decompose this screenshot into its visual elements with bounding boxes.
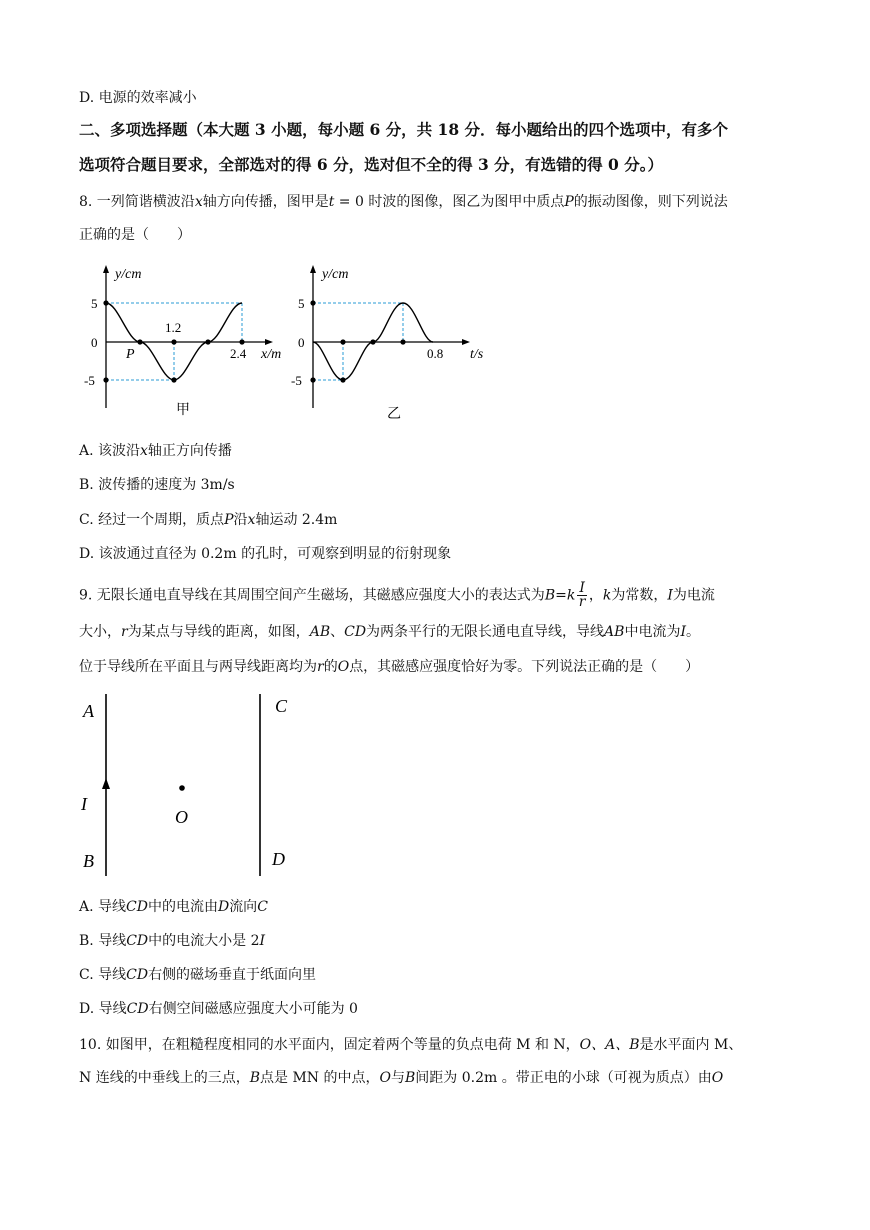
wave-point-end bbox=[239, 339, 244, 344]
wave-point-bottom bbox=[103, 377, 108, 382]
wave-point-node bbox=[205, 339, 210, 344]
wave-caption: 甲 bbox=[176, 403, 190, 418]
wave-graph-figure bbox=[78, 262, 298, 424]
label-i: I bbox=[81, 794, 87, 814]
wave-xlabel: x/m bbox=[261, 347, 282, 362]
wave-y-arrow bbox=[103, 265, 109, 273]
fraction-i-over-r: $\frac{I}{r}$ bbox=[578, 580, 586, 610]
q9-option-a: A. 导线CD中的电流由D流向C bbox=[79, 899, 268, 915]
vib-point-3 bbox=[400, 339, 405, 344]
wave-y-bottom-label: -5 bbox=[84, 373, 95, 388]
wave-ylabel: y/cm bbox=[115, 267, 142, 282]
q9-option-c: C. 导线CD右侧的磁场垂直于纸面向里 bbox=[79, 967, 317, 983]
vib-tick-end: 0.8 bbox=[427, 346, 444, 361]
section-heading-line2: 选项符合题目要求，全部选对的得 6 分，选对但不全的得 3 分，有选错的得 0 分。） bbox=[79, 155, 663, 174]
q9-option-d: D. 导线CD右侧空间磁感应强度大小可能为 0 bbox=[79, 1001, 358, 1017]
q10-stem-line2: N 连线的中垂线上的三点，B点是 MN 的中点，O与B间距为 0.2m 。带正电的小球（可视为质点）由O bbox=[79, 1070, 724, 1086]
q8-stem-line2: 正确的是（ ） bbox=[79, 227, 191, 243]
label-b: B bbox=[83, 851, 94, 871]
q8-option-d: D. 该波通过直径为 0.2m 的孔时，可观察到明显的衍射现象 bbox=[79, 546, 452, 562]
q9-stem-line1: 9. 无限长通电直导线在其周围空间产生磁场，其磁感应强度大小的表达式为B=k $\frac{I}{r}$ ，k为常数，I为电流 bbox=[79, 580, 715, 610]
wave-tick-mid: 1.2 bbox=[165, 320, 182, 335]
q8-option-b: B. 波传播的速度为 3m/s bbox=[79, 477, 235, 493]
q7-option-d: D. 电源的效率减小 bbox=[79, 90, 197, 106]
wave-x-arrow bbox=[265, 339, 273, 345]
q8-stem-line1: 8. 一列简谐横波沿x轴方向传播，图甲是t = 0 时波的图像，图乙为图甲中质点P的振动图像，则下列说法 bbox=[79, 194, 728, 210]
current-arrow bbox=[102, 778, 110, 789]
vib-point-1 bbox=[340, 339, 345, 344]
vib-point-top bbox=[310, 300, 315, 305]
vib-ylabel: y/cm bbox=[322, 267, 349, 282]
label-d: D bbox=[272, 849, 285, 869]
point-o bbox=[179, 785, 185, 791]
wave-tick-end: 2.4 bbox=[230, 346, 247, 361]
wires-figure bbox=[75, 690, 315, 882]
vib-point-2 bbox=[370, 339, 375, 344]
q9-option-b: B. 导线CD中的电流大小是 2I bbox=[79, 933, 266, 949]
vib-xlabel: t/s bbox=[470, 347, 484, 362]
wave-point-p bbox=[137, 339, 142, 344]
q8-option-a: A. 该波沿x轴正方向传播 bbox=[79, 443, 232, 459]
q8-option-c: C. 经过一个周期，质点P沿x轴运动 2.4m bbox=[79, 512, 338, 528]
wave-point-mid bbox=[171, 339, 176, 344]
label-c: C bbox=[275, 696, 288, 716]
q9-stem-line3: 位于导线所在平面且与两导线距离均为r的O点，其磁感应强度恰好为零。下列说法正确的是（ ） bbox=[79, 659, 700, 675]
vib-x-arrow bbox=[462, 339, 470, 345]
wave-point-trough bbox=[171, 377, 176, 382]
wave-point-top bbox=[103, 300, 108, 305]
vib-y-bottom-label: -5 bbox=[291, 373, 302, 388]
vib-y-top-label: 5 bbox=[298, 296, 305, 311]
q10-stem-line1: 10. 如图甲，在粗糙程度相同的水平面内，固定着两个等量的负点电荷 M 和 N，O、A、B是水平面内 M、 bbox=[79, 1037, 743, 1053]
vib-caption: 乙 bbox=[387, 407, 401, 422]
wave-point-label: P bbox=[126, 347, 135, 362]
vibration-graph-figure bbox=[285, 262, 505, 424]
vib-point-trough bbox=[340, 377, 345, 382]
label-o: O bbox=[175, 807, 188, 827]
wave-y-zero-label: 0 bbox=[91, 335, 98, 350]
q9-stem-line2: 大小，r为某点与导线的距离，如图，AB、CD为两条平行的无限长通电直导线，导线AB中电流为I。 bbox=[79, 624, 700, 640]
vib-y-arrow bbox=[310, 265, 316, 273]
section-heading-line1: 二、多项选择题（本大题 3 小题，每小题 6 分，共 18 分．每小题给出的四个选项中，有多个 bbox=[79, 120, 729, 139]
label-a: A bbox=[83, 701, 94, 721]
vib-point-bottom bbox=[310, 377, 315, 382]
vib-y-zero-label: 0 bbox=[298, 335, 305, 350]
wave-y-top-label: 5 bbox=[91, 296, 98, 311]
